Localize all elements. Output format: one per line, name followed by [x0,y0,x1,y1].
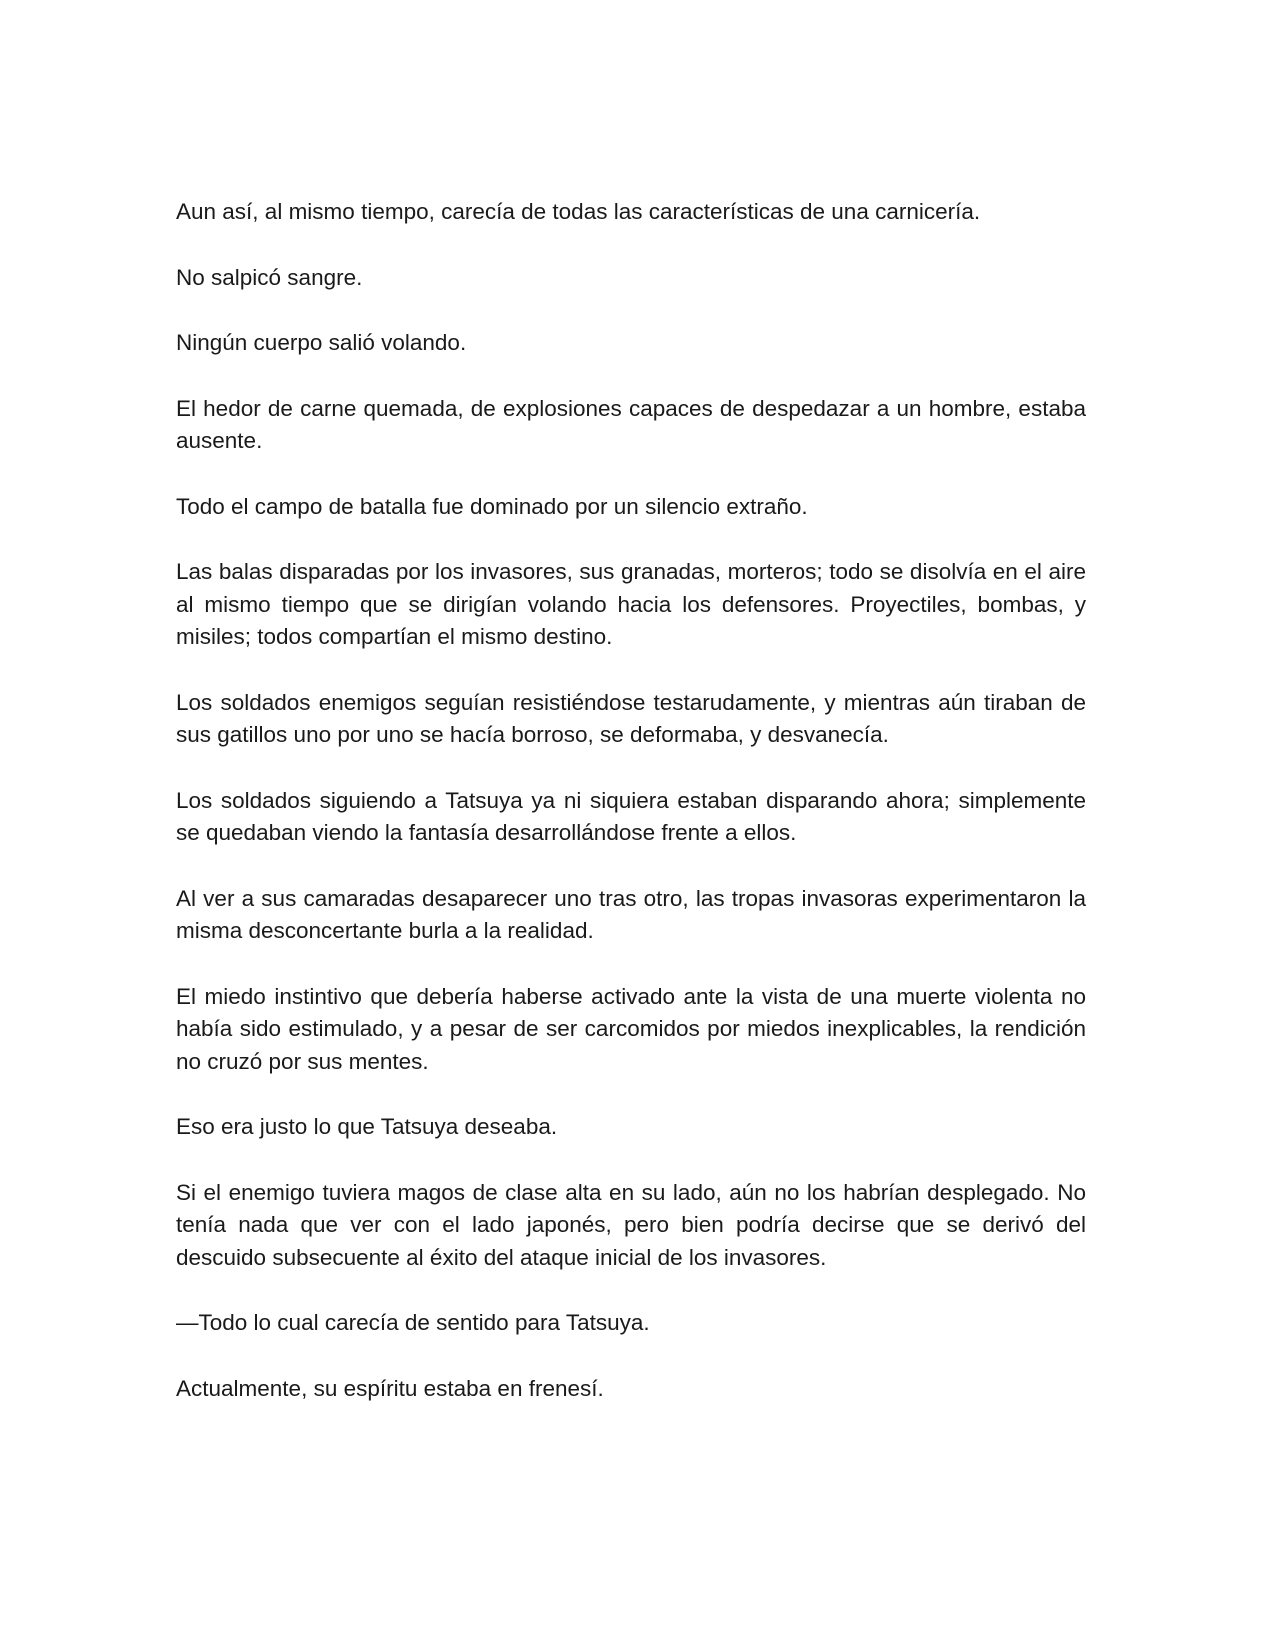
paragraph: Aun así, al mismo tiempo, carecía de todas las características de una carnicería. [176,199,981,224]
paragraph: Eso era justo lo que Tatsuya deseaba. [176,1114,558,1139]
paragraph: Las balas disparadas por los invasores, sus granadas, morteros; todo se disolvía en el aire al mismo tiempo que se dirigían volando hacia los defensores. Proyectiles, bombas, y misiles; todos compartían el mismo destino. [176,559,1086,649]
paragraph: El miedo instintivo que debería haberse activado ante la vista de una muerte violenta no había sido estimulado, y a pesar de ser carcomidos por miedos inexplicables, la rendición no cruzó por sus mentes. [176,983,1086,1074]
paragraph: Si el enemigo tuviera magos de clase alta en su lado, aún no los habrían desplegado. No tenía nada que ver con el lado japonés, pero bien podría decirse que se derivó del descuido subsecuente al éxito del ataque inicial de los invasores. [176,1179,1086,1270]
paragraph: Actualmente, su espíritu estaba en frenesí. [176,1375,604,1401]
paragraph: Ningún cuerpo salió volando. [176,330,467,355]
paragraph: No salpicó sangre. [176,264,363,290]
paragraph: —Todo lo cual carecía de sentido para Tatsuya. [176,1310,650,1335]
paragraph: Todo el campo de batalla fue dominado por un silencio extraño. [176,493,808,519]
paragraph: Al ver a sus camaradas desaparecer uno tras otro, las tropas invasoras experimentaron la misma desconcertante burla a la realidad. [176,885,1086,943]
paragraph: Los soldados siguiendo a Tatsuya ya ni siquiera estaban disparando ahora; simplemente se quedaban viendo la fantasía desarrollándose frente a ellos. [176,787,1086,845]
paragraph: Los soldados enemigos seguían resistiéndose testarudamente, y mientras aún tiraban de sus gatillos uno por uno se hacía borroso, se deformaba, y desvanecía. [176,689,1086,747]
paragraph: El hedor de carne quemada, de explosiones capaces de despedazar a un hombre, estaba ausente. [176,395,1086,453]
body-text [176,196,1086,1438]
